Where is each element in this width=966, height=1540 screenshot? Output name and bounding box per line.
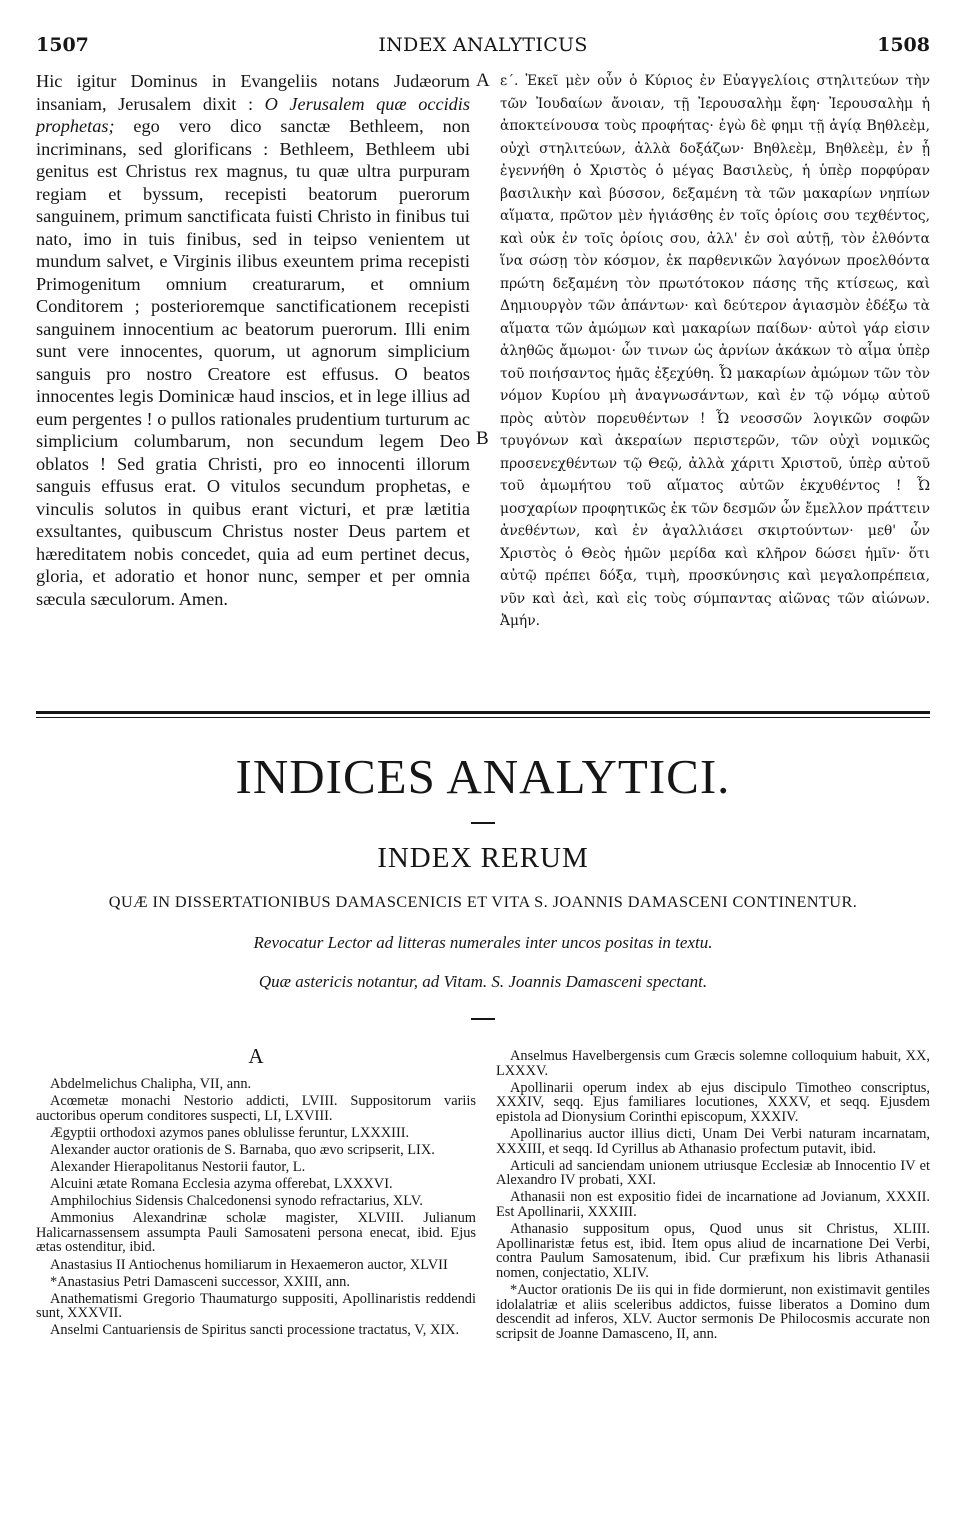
latin-text-start: Hic igitur Dominus in Evangeliis notans Judæorum insaniam, Jerusalem dixit : bbox=[36, 71, 470, 114]
latin-quote: O Jerusalem quæ occidis prophetas; bbox=[36, 93, 470, 136]
index-entry: Anselmus Havelbergensis cum Græcis solemne colloquium habuit, XX, LXXXV. bbox=[496, 1048, 930, 1079]
index-entry: Acœmetæ monachi Nestorio addicti, LVIII. Suppositorum variis auctoribus operum conditores suspecti, LI, LXVIII. bbox=[36, 1093, 476, 1124]
latin-text-rest: ego vero dico sanctæ Bethleem, non incriminans, sed glorificans : Bethleem, Bethleem ubi genitus est Christus rex magnus, tu quæ ultra purpuram regiam et byssum, recepisti beatorum puerorum sanguinem, primum sanctificata fuisti Christo in finibus tui nato, imo in tuis finibus, sed in teipso venientem ut mundum salvet, e Virginis ilibus exeuntem prima recepisti Primogenitum omnium creaturarum, et omnium Conditorem ; posterioremque sanctificationem recepisti sanguinem innocentium ac beatorum puerorum. Illi enim sunt vere innocentes, quorum, ut agnorum simplicium sanguis pro nostro Creatore est effusus. O beatos innocentes legis Dominicæ haud inscios, et in lege illius ad eum pergentes ! o pullos rationales prudentium turturum ac simplicium columbarum, non secundum legem Deo oblatos ! Sed gratia Christi, pro eo innocenti illorum sanguis effusus erat. O vitulos secundum prophetas, e vinculis solutos in quibus erant victuri, et præ lætitia exsultantes, quibuscum Christus noster Deus partem et hæreditatem nobis concedet, quia ad eum pertinet decus, gloria, et adoratio et honor nunc, semper et per omnia sæcula sæculorum. Amen. bbox=[36, 116, 470, 609]
index-rerum-title: INDEX RERUM bbox=[377, 842, 589, 874]
index-entry: Anselmi Cantuariensis de Spiritus sancti processione tractatus, V, XIX. bbox=[50, 1322, 460, 1339]
index-column-right bbox=[496, 1049, 930, 1344]
notes-dash bbox=[471, 1018, 495, 1020]
section-rule-thick bbox=[36, 711, 930, 714]
index-entry: *Anastasius Petri Damasceni successor, XXIII, ann. bbox=[50, 1273, 350, 1290]
index-entry: Abdelmelichus Chalipha, VII, ann. bbox=[50, 1076, 252, 1092]
index-entry: Apollinarius auctor illius dicti, Unam Dei Verbi naturam incarnatam, XXXIII, et seqq. Id Cyrillus ab Athanasio profectum putavit, ibid. bbox=[496, 1125, 930, 1157]
index-entry: Articuli ad sanciendam unionem utriusque Ecclesiæ ab Innocentio IV et Alexandro IV probati, XXI. bbox=[496, 1157, 930, 1189]
index-entry: Athanasio suppositum opus, Quod unus sit Christus, XLIII. Apollinaristæ fetus est, ibid. Item opus aliud de incarnatione Dei Verbi, contra Paulum Samosatenum, ibid. Cur præfixum his libris Athanasii nomen, conjectatio, XLIV. bbox=[496, 1221, 930, 1281]
running-header bbox=[36, 34, 930, 58]
index-entry: Amphilochius Sidensis Chalcedonensi synodo refractarius, XLV. bbox=[50, 1193, 423, 1210]
index-entry: Anastasius II Antiochenus homiliarum in Hexaemeron auctor, XLVII bbox=[50, 1256, 448, 1273]
index-letter-heading: A bbox=[248, 1044, 264, 1068]
index-entry: Athanasii non est expositio fidei de incarnatione ad Jovianum, XXXII. Est Apollinarii, XXXIII. bbox=[496, 1189, 930, 1220]
section-rule-thin bbox=[36, 717, 930, 718]
asterisk-note: Quæ astericis notantur, ad Vitam. S. Joannis Damasceni spectant. bbox=[258, 972, 708, 991]
greek-column bbox=[500, 70, 930, 633]
latin-column bbox=[36, 70, 470, 610]
title-dash bbox=[471, 822, 495, 824]
page-number-left: 1507 bbox=[36, 34, 89, 56]
index-subtitle: QUÆ IN DISSERTATIONIBUS DAMASCENICIS ET VITA S. JOANNIS DAMASCENI CONTINENTUR. bbox=[108, 892, 858, 911]
index-entry: Ammonius Alexandrinæ scholæ magister, XLVIII. Julianum Halicarnassensem assumpta Pauli Samosateni persona enecat, ibid. Ejus ætas ostenditur, ibid. bbox=[36, 1210, 476, 1256]
index-entry: Alexander auctor orationis de S. Barnaba, quo ævo scripserit, LIX. bbox=[50, 1141, 435, 1158]
index-column-left bbox=[36, 1077, 476, 1341]
margin-letter-a: A bbox=[476, 70, 490, 91]
index-entry: Alexander Hierapolitanus Nestorii fautor, L. bbox=[50, 1158, 306, 1175]
index-entry: Anathematismi Gregorio Thaumaturgo suppositi, Apollinaristis reddendi sunt, XXXVII. bbox=[36, 1290, 476, 1322]
latin-paragraph bbox=[36, 70, 470, 610]
running-title: INDEX ANALYTICUS bbox=[378, 34, 588, 56]
index-entry: Ægyptii orthodoxi azymos panes oblulisse feruntur, LXXXIII. bbox=[50, 1124, 410, 1141]
index-entry: *Auctor orationis De iis qui in fide dormierunt, non existimavit gentiles idolalatriæ et aliis sceleribus addictos, fuisse liberatos a Domino dum descendit ad inferos, XLV. Auctor sermonis De Philocosmis accurate non scripsit de Joanne Damasceno, II, ann. bbox=[496, 1281, 930, 1342]
indices-title: INDICES ANALYTICI. bbox=[235, 749, 731, 804]
page-number-right: 1508 bbox=[877, 34, 930, 56]
index-entry: Apollinarii operum index ab ejus discipulo Timotheo conscriptus, XXXIV, seqq. Ejus familiares locutiones, XXXV, et seqq. Ejusdem epistola ad Dionysium Corinthi episcopum, XXXIV. bbox=[496, 1079, 930, 1125]
index-entry: Alcuini ætate Romana Ecclesia azyma offerebat, LXXXVI. bbox=[50, 1176, 393, 1193]
greek-paragraph: ε΄. Ἐκεῖ μὲν οὖν ὁ Κύριος ἐν Εὐαγγελίοις στηλιτεύων τὴν τῶν Ἰουδαίων ἄνοιαν, τῇ Ἰερουσαλὴμ ἔφη· Ἰερουσαλὴμ ἡ ἀποκτείνουσα τοὺς προφήτας· ἐγὼ δὲ φημι τῇ ἁγίᾳ Βηθλεὲμ, οὐχὶ στηλιτεύων, ἀλλὰ δοξάζων· Βηθλεὲμ, Βηθλεὲμ, ἐν ᾗ ἐγεννήθη ὁ Χριστὸς ὁ μέγας Βασιλεὺς, ἡ ὑπὲρ πορφύραν βασιλικὴν καὶ βύσσον, δεξαμένη τὰ τῶν μακαρίων νηπίων αἵματα, πρῶτον μὲν ἡγιάσθης ἐν τοῖς ὁρίοις σου τεχθέντος, καὶ οὐκ ἐν τοῖς ὁρίοις σου, ἀλλ' ἐν σοὶ αὐτῇ, τὸν ἐλθόντα ἵνα σώσῃ τὸν κόσμον, ἐκ παρθενικῶν λαγόνων προελθόντα πρώτη δεξαμένη τὸν πρωτότοκον πάσης τῆς κτίσεως, καὶ Δημιουργὸν τῶν ἁπάντων· καὶ δεύτερον ἁγιασμὸν ἐδέξω τὰ αἵματα τῶν ἀμώμων καὶ μακαρίων παίδων· αὐτοὶ γάρ εἰσιν ἀληθῶς ἄμωμοι· ὧν τινων ὡς ἀρνίων ἀκάκων τὸ αἷμα ὑπὲρ τοῦ ποιήσαντος ἡμᾶς ἐξεχύθη. Ὦ μακαρίων ἀμώμων τῶν τὸν νόμον Κυρίου μὴ ἀναγνωσάντων, καὶ ἐν τῷ νόμῳ αὐτοῦ πρὸς αὐτὸν πορευθέντων ! Ὦ νεοσσῶν λογικῶν σοφῶν τρυγόνων καὶ ἀκεραίων περιστερῶν, τῶν οὐχὶ νομικῶς προσενεχθέντων τῷ Θεῷ, ἀλλὰ χάριτι Χριστοῦ, ὑπὲρ αὐτοῦ τοῦ ἀμωμήτου τοῦ αἵματος αὐτῶν ἐκχυθέντος ! Ὦ μοσχαρίων προφητικῶς ἐκ τῶν δεσμῶν ὧν ἔμελλον πράττειν ἀνεθέντων, καὶ ἐν ἀγαλλιάσει σκιρτούντων· μεθ' ὧν Χριστὸς ὁ Θεὸς ἡμῶν μερίδα καὶ κλῆρον δώσει ἡμῖν· ὅτι αὐτῷ πρέπει δόξα, τιμὴ, προσκύνησις καὶ μεγαλοπρέπεια, νῦν καὶ ἀεὶ, καὶ εἰς τοὺς σύμπαντας αἰῶνας τῶν αἰώνων. Ἀμήν. bbox=[500, 73, 930, 629]
margin-letter-b: B bbox=[476, 428, 489, 449]
reader-note: Revocatur Lector ad litteras numerales inter uncos positas in textu. bbox=[253, 933, 713, 952]
